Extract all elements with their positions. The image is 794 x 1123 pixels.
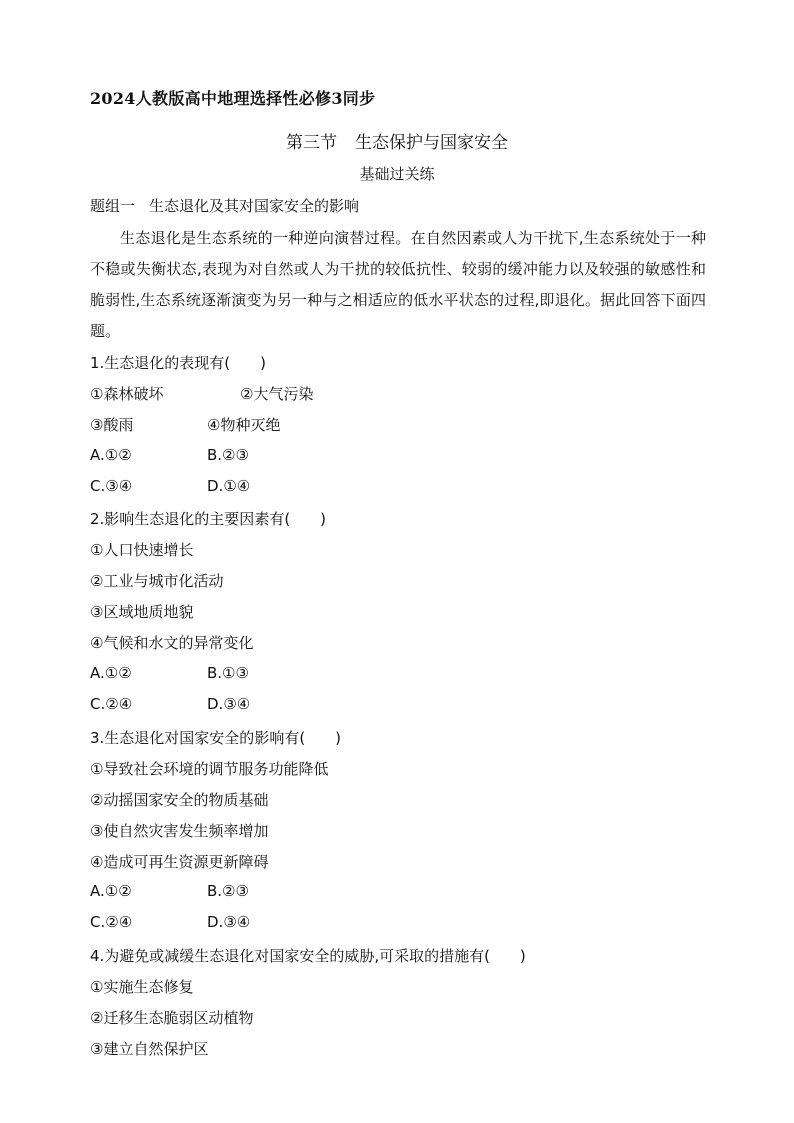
answer-option[interactable]: B.①③ xyxy=(207,664,249,682)
answer-option[interactable]: C.③④ xyxy=(90,477,133,495)
section-number: 第三节 xyxy=(286,133,337,153)
question-3-options-row-1 xyxy=(90,882,249,900)
question-2-options-row-1 xyxy=(90,664,249,682)
statement-item: ④造成可再生资源更新障碍 xyxy=(90,853,269,871)
reading-passage: 生态退化是生态系统的一种逆向演替过程。在自然因素或人为干扰下,生态系统处于一种不稳或失衡状态,表现为对自然或人为干扰的较低抗性、较弱的缓冲能力以及较强的敏感性和脆弱性,生态系统逐渐演变为另一种与之相适应的低水平状态的过程,即退化。据此回答下面四题。 xyxy=(90,229,706,340)
question-1-stem: 1.生态退化的表现有( ) xyxy=(90,354,267,372)
question-1-options-row-2 xyxy=(90,477,250,495)
section-title xyxy=(0,128,794,153)
question-4-stem: 4.为避免或减缓生态退化对国家安全的威胁,可采取的措施有( ) xyxy=(90,947,526,965)
statement-item: ②工业与城市化活动 xyxy=(90,572,224,590)
question-2-options-row-2 xyxy=(90,695,250,713)
question-2-stem: 2.影响生态退化的主要因素有( ) xyxy=(90,510,327,528)
statement-item: ②大气污染 xyxy=(240,385,314,403)
answer-option[interactable]: C.②④ xyxy=(90,695,133,713)
statement-item: ④物种灭绝 xyxy=(207,416,281,434)
answer-option[interactable]: C.②④ xyxy=(90,913,133,931)
document-header: 2024人教版高中地理选择性必修3同步 xyxy=(90,89,376,108)
answer-option[interactable]: D.③④ xyxy=(207,695,251,713)
exercise-subtitle: 基础过关练 xyxy=(359,165,435,183)
group-name: 生态退化及其对国家安全的影响 xyxy=(149,197,360,215)
question-1-items-row-1 xyxy=(90,383,313,404)
answer-option[interactable]: D.①④ xyxy=(207,477,251,495)
section-name: 生态保护与国家安全 xyxy=(355,133,508,153)
answer-option[interactable]: A.①② xyxy=(90,882,132,900)
question-group-title xyxy=(90,195,359,216)
question-1-options-row-1 xyxy=(90,446,249,464)
question-3-stem: 3.生态退化对国家安全的影响有( ) xyxy=(90,729,342,747)
statement-item: ①实施生态修复 xyxy=(90,978,194,996)
statement-item: ②动摇国家安全的物质基础 xyxy=(90,791,269,809)
statement-item: ③区域地质地貌 xyxy=(90,603,194,621)
statement-item: ①导致社会环境的调节服务功能降低 xyxy=(90,760,329,778)
statement-item: ②迁移生态脆弱区动植物 xyxy=(90,1009,254,1027)
group-label: 题组一 xyxy=(90,197,136,215)
answer-option[interactable]: B.②③ xyxy=(207,446,249,464)
question-3-options-row-2 xyxy=(90,913,250,931)
answer-option[interactable]: B.②③ xyxy=(207,882,249,900)
answer-option[interactable]: D.③④ xyxy=(207,913,251,931)
statement-item: ①森林破坏 xyxy=(90,385,164,403)
statement-item: ③酸雨 xyxy=(90,416,134,434)
answer-option[interactable]: A.①② xyxy=(90,664,132,682)
statement-item: ①人口快速增长 xyxy=(90,541,194,559)
statement-item: ③使自然灾害发生频率增加 xyxy=(90,822,269,840)
statement-item: ④气候和水文的异常变化 xyxy=(90,634,254,652)
statement-item: ③建立自然保护区 xyxy=(90,1040,209,1058)
question-1-items-row-2 xyxy=(90,414,280,435)
answer-option[interactable]: A.①② xyxy=(90,446,132,464)
